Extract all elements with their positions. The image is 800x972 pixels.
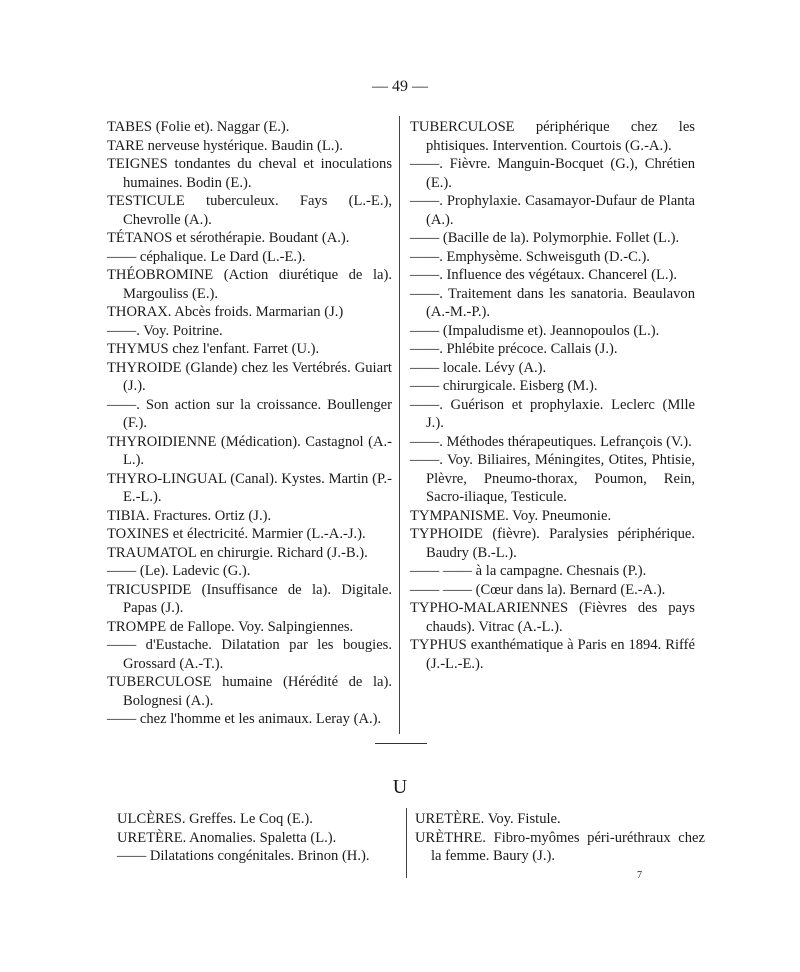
index-entry: —— chez l'homme et les animaux. Leray (A.). bbox=[107, 711, 382, 727]
index-entry: TROMPE de Fallope. Voy. Salpingiennes. bbox=[107, 618, 354, 635]
index-entry: URÈTHRE. Fibro-myômes péri-uréthraux chez la femme. Baury (J.). bbox=[415, 829, 705, 864]
index-entry: TARE nerveuse hystérique. Baudin (L.). bbox=[107, 137, 343, 154]
index-entry: TYPHO-MALARIENNES (Fièvres des pays chauds). Vitrac (A.-L.). bbox=[410, 600, 695, 635]
index-entry: —— (Le). Ladevic (G.). bbox=[107, 563, 251, 579]
index-entry: TIBIA. Fractures. Ortiz (J.). bbox=[107, 507, 272, 524]
column-divider-u bbox=[406, 808, 407, 878]
index-entry: THYROIDIENNE (Médication). Castagnol (A.-L.). bbox=[107, 433, 392, 468]
index-entry: ——. Prophylaxie. Casamayor-Dufaur de Planta (A.). bbox=[410, 193, 695, 228]
index-entry: TUBERCULOSE humaine (Hérédité de la). Bolognesi (A.). bbox=[107, 674, 392, 709]
index-entry: —— locale. Lévy (A.). bbox=[410, 359, 547, 376]
index-entry: TÉTANOS et sérothérapie. Boudant (A.). bbox=[107, 230, 350, 246]
index-entry: ——. Voy. Biliaires, Méningites, Otites, Phtisie, Plèvre, Pneumo-thorax, Poumon, Rein, Sacro-iliaque, Testicule. bbox=[410, 452, 695, 505]
index-entry: THYROIDE (Glande) chez les Vertébrés. Guiart (J.). bbox=[107, 359, 392, 394]
index-entry: —— —— à la campagne. Chesnais (P.). bbox=[410, 563, 647, 579]
column-divider bbox=[399, 116, 400, 734]
index-entry: TEIGNES tondantes du cheval et inoculations humaines. Bodin (E.). bbox=[107, 156, 392, 191]
index-entry: —— (Impaludisme et). Jeannopoulos (L.). bbox=[410, 322, 660, 339]
index-entry: TESTICULE tuberculeux. Fays (L.-E.), Chevrolle (A.). bbox=[107, 193, 392, 228]
index-entry: ——. Guérison et prophylaxie. Leclerc (Mlle J.). bbox=[410, 396, 695, 431]
index-entry: —— d'Eustache. Dilatation par les bougies. Grossard (A.-T.). bbox=[107, 637, 392, 672]
index-entry: THORAX. Abcès froids. Marmarian (J.) bbox=[107, 304, 344, 320]
index-entry: —— Dilatations congénitales. Brinon (H.). bbox=[117, 848, 370, 864]
index-entry: TRAUMATOL en chirurgie. Richard (J.-B.). bbox=[107, 544, 368, 561]
index-entry: ——. Méthodes thérapeutiques. Lefrançois (V.). bbox=[410, 433, 692, 450]
index-entry: ——. Traitement dans les sanatoria. Beaulavon (A.-M.-P.). bbox=[410, 285, 695, 320]
section-letter: U bbox=[392, 776, 408, 798]
index-entry: —— —— (Cœur dans la). Bernard (E.-A.). bbox=[410, 581, 666, 598]
index-entry: TABES (Folie et). Naggar (E.). bbox=[107, 119, 290, 135]
index-entry: ——. Influence des végétaux. Chancerel (L.). bbox=[410, 267, 678, 283]
index-entry: TRICUSPIDE (Insuffisance de la). Digitale. Papas (J.). bbox=[107, 581, 392, 616]
index-entry: URETÈRE. Anomalies. Spaletta (L.). bbox=[117, 829, 337, 846]
index-entry: —— chirurgicale. Eisberg (M.). bbox=[410, 378, 598, 394]
index-entry: THYRO-LINGUAL (Canal). Kystes. Martin (P.-E.-L.). bbox=[107, 470, 392, 505]
index-entry: THÉOBROMINE (Action diurétique de la). Margouliss (E.). bbox=[107, 267, 392, 302]
index-entry: ——. Son action sur la croissance. Boullenger (F.). bbox=[107, 396, 392, 431]
index-entry: TOXINES et électricité. Marmier (L.-A.-J.). bbox=[107, 526, 366, 542]
index-entry: URETÈRE. Voy. Fistule. bbox=[415, 811, 561, 827]
page-number: — 49 — bbox=[372, 78, 428, 95]
index-column-left bbox=[107, 118, 392, 729]
index-entry: ——. Fièvre. Manguin-Bocquet (G.), Chrétien (E.). bbox=[410, 156, 695, 191]
index-entry: TYPHUS exanthématique à Paris en 1894. Riffé (J.-L.-E.). bbox=[410, 637, 695, 672]
u-column-left bbox=[117, 810, 402, 866]
index-entry: THYMUS chez l'enfant. Farret (U.). bbox=[107, 341, 320, 357]
index-entry: —— (Bacille de la). Polymorphie. Follet (L.). bbox=[410, 230, 680, 246]
index-entry: —— céphalique. Le Dard (L.-E.). bbox=[107, 248, 306, 265]
index-entry: ——. Voy. Poitrine. bbox=[107, 322, 223, 339]
section-rule bbox=[375, 743, 427, 744]
index-entry: ——. Emphysème. Schweisguth (D.-C.). bbox=[410, 248, 650, 265]
index-entry: TUBERCULOSE périphérique chez les phtisiques. Intervention. Courtois (G.-A.). bbox=[410, 119, 695, 154]
sheet-signature: 7 bbox=[637, 870, 642, 881]
index-column-right bbox=[410, 118, 695, 673]
index-entry: ULCÈRES. Greffes. Le Coq (E.). bbox=[117, 811, 313, 827]
u-column-right bbox=[415, 810, 705, 866]
index-entry: TYMPANISME. Voy. Pneumonie. bbox=[410, 507, 612, 524]
index-entry: ——. Phlébite précoce. Callais (J.). bbox=[410, 341, 618, 357]
index-entry: TYPHOIDE (fièvre). Paralysies périphérique. Baudry (B.-L.). bbox=[410, 526, 695, 561]
